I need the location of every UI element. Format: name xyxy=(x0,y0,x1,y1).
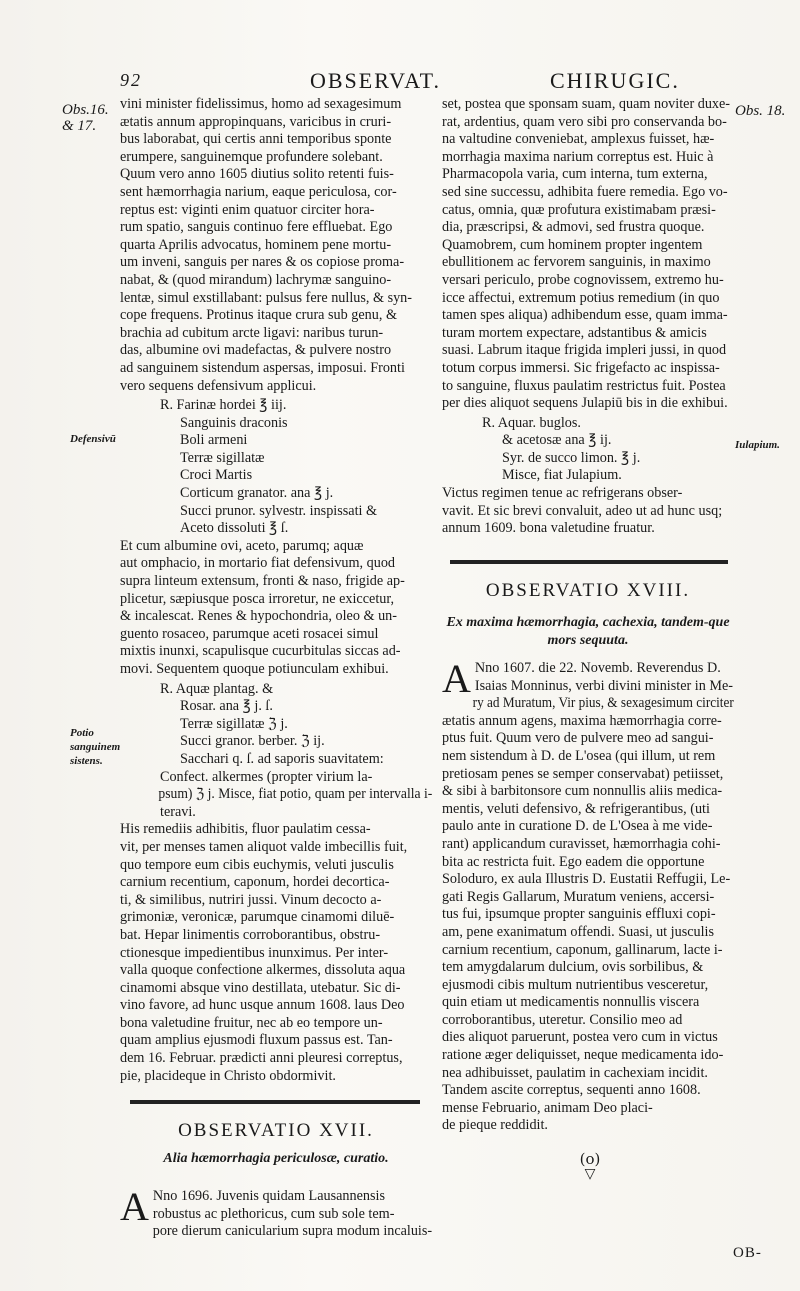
text-line: aut omphacio, in mortario fiat defensivum, quod xyxy=(120,555,396,572)
running-head-right: CHIRUGIC. xyxy=(550,68,680,93)
catchword: OB- xyxy=(733,1245,762,1261)
text-line: Terræ sigillatæ ℨ j. xyxy=(180,715,288,732)
text-line: nem sistendum à D. de L'osea (qui illum, ut rem xyxy=(442,747,716,764)
text-line: carnium recentium, caponum, gallinarum, lacte i- xyxy=(442,941,723,958)
text-line: bita ac restricta fuit. Ego eadem die opportune xyxy=(442,853,705,870)
text-line: quarta Aprilis advocatus, hominem pene mortu- xyxy=(120,236,392,253)
text-line: paulo ante in curatione D. de L'Osea à me vide- xyxy=(442,818,713,835)
text-line: vino favore, ad hunc usque annum 1608. laus Deo xyxy=(120,997,405,1014)
text-line: carnium recentium, caponum, hordei decortica- xyxy=(120,874,390,891)
text-line: Pharmacopola varia, cum interna, tum externa, xyxy=(442,166,708,183)
text-line: ctionesque impedientibus inunximus. Per inter- xyxy=(120,944,389,961)
text-line: rat, ardentius, quam vero sibi pro conservanda bo- xyxy=(442,113,727,130)
page-number: 92 xyxy=(120,70,142,90)
text-line: um inveni, sanguis per nares & os copiose proma- xyxy=(120,254,405,271)
text-line: nabat, & (quod mirandum) lachrymæ sanguino- xyxy=(120,271,392,288)
observation-17-subtitle: Alia hæmorrhagia periculosæ, curatio. xyxy=(163,1151,389,1166)
text-line: Sacchari q. ſ. ad saporis suavitatem: xyxy=(180,750,384,767)
dropcap-17: A xyxy=(120,1184,149,1229)
text-line: Tandem ascite correptus, sequenti anno 1608. xyxy=(442,1082,701,1099)
left-column xyxy=(120,96,432,1085)
left-text-block-b xyxy=(120,538,432,679)
text-line: ry ad Muratum, Vir pius, & sexagesimum circiter xyxy=(472,695,734,712)
text-line: bus laborabat, qui certis anni temporibus sponte xyxy=(120,131,392,148)
ornament-tail: ▽ xyxy=(584,1166,596,1182)
text-line: bona valetudine fruitur, nec ab eo tempore un- xyxy=(120,1014,383,1031)
ornament-text: (o) xyxy=(579,1150,601,1168)
text-line: dies aliquot paruerunt, postea vero cum in victus xyxy=(442,1029,718,1046)
margin-note-obs16: Obs.16. & 17. xyxy=(62,102,109,134)
text-line: mentis, veluti defensivo, & refrigerantibus, (uti xyxy=(442,800,710,817)
text-line: totum corpus immersi. Sic frigefacto ac inspissa- xyxy=(442,359,720,376)
text-line: & incalescat. Renes & hypochondria, oleo & un- xyxy=(120,608,397,625)
text-line: psum) ℨ j. Misce, fiat potio, quam per intervalla i- xyxy=(158,786,433,803)
text-line: icce affectui, extremum potius remedium (in quo xyxy=(442,289,720,306)
text-line: Rosar. ana ℥ j. ſ. xyxy=(180,698,273,715)
text-line: & sibi à barbitonsore cum nonnullis aliis medica- xyxy=(442,783,723,800)
text-line: na valtudine conveniebat, amplexus fuisset, hæ- xyxy=(442,131,715,148)
text-line: de pieque reddidit. xyxy=(442,1117,548,1134)
observation-18-title: OBSERVATIO XVIII. xyxy=(485,580,691,601)
text-line: gati Regis Gallarum, Muratum veniens, accersi- xyxy=(442,888,715,905)
text-line: Et cum albumine ovi, aceto, parumq; aquæ xyxy=(120,537,364,554)
text-line: Croci Martis xyxy=(180,467,253,484)
text-line: to sanguine, fluxus paulatim restrictus fuit. Postea xyxy=(442,377,726,394)
right-column xyxy=(442,96,734,538)
text-line: Aceto dissoluti ℥ ſ. xyxy=(180,520,289,537)
text-line: guento rosaceo, parumque aceti rosacei simul xyxy=(120,625,379,642)
observation-18-subtitle: Ex maxima hæmorrhagia, cachexia, tandem-que mors sequuta. xyxy=(446,615,730,648)
text-line: sed sine successu, adhibita fuere remedia. Ego vo- xyxy=(442,183,728,200)
text-line: vero sequens defensivum applicui. xyxy=(120,377,317,394)
text-line: morrhagia maxima narium correptus est. Huic à xyxy=(442,148,714,165)
text-line: ebullitionem ac fervorem sanguinis, in maximo xyxy=(442,254,711,271)
text-line: Succi granor. berber. ℨ ij. xyxy=(180,733,325,750)
text-line: reptus est: viginti enim quatuor circiter hora- xyxy=(120,201,375,218)
text-line: mixtis inunxi, scapulisque cucurbitulas siccas ad- xyxy=(120,643,401,660)
text-line: Isaias Monninus, verbi divini minister in Me- xyxy=(474,677,733,694)
text-line: catus, omnia, quæ profutura existimabam præsi- xyxy=(442,201,716,218)
left-text-block-a xyxy=(120,96,432,395)
text-line: dem 16. Februar. prædicti anni pleuresi correptus, xyxy=(120,1050,403,1067)
text-line: cinamomi absque vino destillata, utebatur. Sic di- xyxy=(120,979,401,996)
text-line: quin etiam ut medicamentis nonnullis viscera xyxy=(442,994,700,1011)
text-line: Quamobrem, cum hominem propter ingentem xyxy=(442,236,703,253)
text-line: Victus regimen tenue ac refrigerans obser- xyxy=(442,485,683,502)
left-text-block-c xyxy=(120,821,432,1085)
text-line: tamen spes aliqua) adhibendum esse, quam imma- xyxy=(442,307,728,324)
text-line: ætatis annum agens, maxima hæmorrhagia corre- xyxy=(442,712,722,729)
text-line: R. Aquæ plantag. & xyxy=(160,680,274,697)
observation-18-lines xyxy=(442,656,734,1135)
text-line: bat. Hepar linimentis corroborantibus, obstru- xyxy=(120,926,381,943)
text-line: R. Farinæ hordei ℥ iij. xyxy=(160,397,287,414)
text-line: mense Februario, animam Deo placi- xyxy=(442,1099,653,1116)
text-line: Terræ sigillatæ xyxy=(180,449,265,466)
text-line: lentæ, simul exstillabant: pulsus fere nullus, & syn- xyxy=(120,289,413,306)
text-line: tus fui, ipsumque propter sanguinis effluxi copi- xyxy=(442,906,716,923)
text-line: am, pene exanimatum offendi. Suasi, ut jusculis xyxy=(442,923,715,940)
text-line: ti, & similibus, nutriri jussi. Vinum decocto a- xyxy=(120,891,382,908)
text-line: grimoniæ, veronicæ, parumque cinamomi diluē- xyxy=(120,909,395,926)
observation-17-lines xyxy=(120,1184,433,1241)
section-rule-left xyxy=(130,1100,420,1104)
text-line: ætatis annum appropinquans, varicibus in cruri- xyxy=(120,113,392,130)
text-line: vavit. Et sic brevi convaluit, adeo ut ad hunc usq; xyxy=(442,502,723,519)
text-line: pore dierum canicularium supra modum incaluis- xyxy=(152,1223,433,1240)
text-line: annum 1609. bona valetudine fruatur. xyxy=(442,520,655,537)
text-line: Boli armeni xyxy=(180,432,248,449)
text-line: sent hæmorrhagia narium, eaque periculosa, cor- xyxy=(120,183,397,200)
recipe-potio xyxy=(120,681,432,822)
text-line: versari periculo, probe cognovissem, extremo hu- xyxy=(442,271,724,288)
text-line: dia, præscripsi, & admovi, sed frustra quoque. xyxy=(442,219,705,236)
dropcap-18: A xyxy=(442,656,471,701)
ornament-fleuron xyxy=(545,1150,635,1180)
section-rule-right xyxy=(450,560,728,564)
text-line: valla quoque confectione alkermes, dissoluta aqua xyxy=(120,962,406,979)
observation-17-title: OBSERVATIO XVII. xyxy=(178,1120,374,1141)
text-line: Misce, fiat Julapium. xyxy=(502,467,622,484)
text-line: das, albumine ovi madefactas, & pulvere nostro xyxy=(120,342,392,359)
text-line: quo tempore eum cibis euchymis, veluti jusculis xyxy=(120,856,394,873)
text-line: set, postea que sponsam suam, quam noviter duxe- xyxy=(442,96,731,112)
text-line: Confect. alkermes (propter virium la- xyxy=(160,768,373,785)
text-line: robustus ac plethoricus, cum sub sole tem- xyxy=(152,1205,395,1222)
text-line: Succi prunor. sylvestr. inspissati & xyxy=(180,502,378,519)
text-line: Nno 1696. Juvenis quidam Lausannensis xyxy=(152,1188,385,1204)
text-line: vit, per menses tamen aliquot valde imbecillis fuit, xyxy=(120,838,408,855)
margin-note-defensivum: Defensivū xyxy=(70,433,116,445)
text-line: & acetosæ ana ℥ ij. xyxy=(502,432,612,449)
margin-note-julapium: Iulapium. xyxy=(735,439,780,451)
text-line: pie, placideque in Christo obdormivit. xyxy=(120,1067,336,1084)
text-line: Syr. de succo limon. ℥ j. xyxy=(502,449,641,466)
margin-note-obs18: Obs. 18. xyxy=(735,103,786,119)
text-line: ratione æger deliquisset, neque medicamenta ido- xyxy=(442,1047,724,1064)
text-line: His remediis adhibitis, fluor paulatim cessa- xyxy=(120,821,371,838)
recipe-julapium xyxy=(442,415,734,485)
text-line: rant) applicandum curavisset, hæmorrhagia cohi- xyxy=(442,835,721,852)
recipe-defensivum xyxy=(120,397,432,538)
observation-18-text xyxy=(442,656,734,1135)
observation-17-text xyxy=(120,1184,433,1241)
text-line: Corticum granator. ana ℥ j. xyxy=(180,485,334,502)
text-line: plicetur, sæpiusque posca irroretur, ne exiccetur, xyxy=(120,590,395,607)
text-line: pretiosam penes se semper conservabat) petiisset, xyxy=(442,765,724,782)
text-line: supra linteum extensum, fronti & naso, frigide ap- xyxy=(120,573,405,590)
text-line: teravi. xyxy=(160,803,196,820)
text-line: movi. Sequentem quoque potiunculam exhibui. xyxy=(120,661,389,677)
text-line: cope frequens. Protinus itaque crura sub genu, & xyxy=(120,307,397,324)
text-line: ptus fuit. Quum vero de pulvere meo ad sangui- xyxy=(442,730,714,747)
text-line: Sanguinis draconis xyxy=(180,414,288,431)
text-line: R. Aquar. buglos. xyxy=(482,414,581,431)
text-line: Nno 1607. die 22. Novemb. Reverendus D. xyxy=(474,660,721,676)
text-line: nea adhibuisset, paulatim in cachexiam incidit. xyxy=(442,1064,708,1081)
text-line: Soloduro, ex aula Illustris D. Eustatii Reffugii, Le- xyxy=(442,871,731,888)
text-line: turam mortem expectare, adstantibus & amicis xyxy=(442,324,707,341)
text-line: tem amygdalarum dulcium, ovis sorbilibus, & xyxy=(442,959,704,976)
running-head-left: OBSERVAT. xyxy=(310,68,441,93)
text-line: per dies aliquot sequens Julapiū bis in die exhibui. xyxy=(442,395,728,412)
right-text-block-b xyxy=(442,485,734,538)
text-line: erumpere, sanguinemque profundere solebant. xyxy=(120,148,383,165)
margin-note-potio: Potio sanguinem sistens. xyxy=(70,727,121,767)
text-line: ejusmodi cibis multum nutrientibus vesceretur, xyxy=(442,976,709,993)
text-line: rum spatio, sanguis continuo fere effluebat. Ego xyxy=(120,219,393,236)
text-line: Quum vero anno 1605 diutius solito retenti fuis- xyxy=(120,166,394,183)
text-line: corroborantibus, uteretur. Consilio meo ad xyxy=(442,1011,683,1028)
right-text-block-a xyxy=(442,96,734,413)
text-line: brachia ad cubitum arcte ligavi: naribus turun- xyxy=(120,324,384,341)
text-line: quam amplius ejusmodi fluxum passus est. Tan- xyxy=(120,1032,393,1049)
text-line: vini minister fidelissimus, homo ad sexagesimum xyxy=(120,96,402,112)
text-line: ad sanguinem sistendum aspersas, imposui. Fronti xyxy=(120,359,405,376)
text-line: suasi. Labrum itaque frigida impleri jussi, in quod xyxy=(442,342,727,359)
